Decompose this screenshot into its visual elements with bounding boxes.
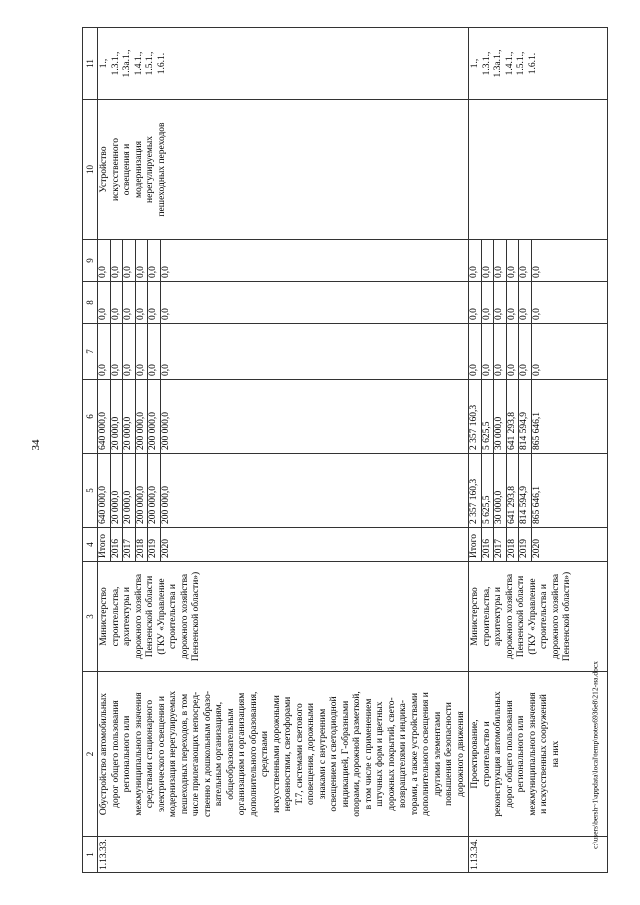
local-budget-cell-value: 0,0 [469, 282, 482, 323]
measure-description-line: реконструкция автомобильных [493, 691, 503, 817]
year-cell-value: 2020 [531, 539, 542, 558]
measure-description [469, 672, 608, 837]
indicator-numbers-cell-line: 1.5.1., [516, 51, 526, 76]
executor-cell-line: (ГКУ «Управление [527, 578, 538, 655]
executor-cell-line: Пензенской области [516, 575, 526, 658]
executor-cell-line: Пензенской области») [562, 571, 572, 662]
federal-budget-cell-value: 0,0 [469, 324, 482, 379]
measure-description-line: неровностями, светофорами [283, 696, 293, 812]
federal-budget-cell-value: 0,0 [123, 324, 136, 379]
indicator-numbers-cell-line: 1.3.1., [110, 51, 121, 76]
executor-cell-line: строительства и [539, 584, 549, 649]
total-funding-cell-value: 5 625,5 [482, 454, 495, 527]
extrabudget-cell-value: 0,0 [111, 240, 124, 281]
indicator-numbers-cell-line: 1.6.1. [156, 52, 167, 75]
measure-description-line: Т.7, системами светового [294, 703, 305, 805]
total-funding-cell-value: 20 000,0 [111, 454, 124, 527]
measure-description-line: дополнительного образования, [248, 691, 259, 817]
header-col-8: 8 [83, 282, 98, 324]
indicator-numbers-cell-line: 1.3а.1., [493, 49, 503, 78]
page-number: 34 [30, 439, 42, 451]
measure-description [98, 672, 469, 837]
extrabudget-cell-value: 0,0 [519, 240, 532, 281]
indicator-numbers-cell-line: 1.4.1., [133, 51, 144, 76]
measure-description-line: другими элементами [432, 711, 443, 797]
year-cell-value: 2018 [507, 528, 520, 561]
year-cell-value: 2019 [148, 528, 161, 561]
year-cell [469, 528, 608, 562]
expected-result-cell [469, 100, 608, 240]
measure-description-line: числе прилегающих непосред- [191, 691, 201, 817]
measure-description-line: оповещения, дорожными [306, 702, 316, 806]
regional-budget-cell-value: 641 293,8 [507, 380, 520, 453]
local-budget-cell-value: 0,0 [519, 282, 532, 323]
year-cell-value: 2016 [111, 528, 124, 561]
footer-file-path: c:\users\bersh~1\appdata\local\temp\notes6936e8\212-на.docx [590, 661, 600, 849]
federal-budget-cell-value: 0,0 [160, 364, 171, 376]
measure-description-line: регионального или [122, 715, 132, 793]
header-col-4: 4 [83, 528, 98, 562]
year-cell-value: 2016 [482, 528, 495, 561]
executor-cell-line: дорожного хозяйства [133, 573, 144, 660]
measure-description-line: в том числе с применением [363, 698, 374, 810]
total-funding-cell-value: 2 357 160,3 [469, 454, 482, 527]
measure-description-line: торами, а также устройствами [409, 692, 420, 816]
header-col-5: 5 [83, 454, 98, 528]
regional-budget-cell-value: 640 000,0 [98, 380, 111, 453]
measure-description-line: дорог общего пользования [110, 700, 121, 808]
indicator-numbers-cell-line: 1., [99, 58, 109, 69]
extrabudget-cell [469, 240, 608, 282]
measure-description-line: возвращателями и индика- [398, 700, 408, 809]
measure-description-line: дорожного движения [455, 711, 466, 797]
local-budget-cell-value: 0,0 [111, 282, 124, 323]
indicator-numbers-cell-line: 1.3а.1., [122, 49, 132, 78]
extrabudget-cell-value: 0,0 [136, 240, 149, 281]
total-funding-cell-value: 200 000,0 [148, 454, 161, 527]
executor-cell-line: строительства, [110, 586, 121, 647]
executor-cell-line: Пензенской области») [191, 571, 201, 662]
expected-result-cell-line: искусственного [110, 137, 121, 202]
regional-budget-cell-value: 30 000,0 [494, 380, 507, 453]
executor-cell-line: дорожного хозяйства [504, 573, 515, 660]
regional-budget-cell-value: 20 000,0 [111, 380, 124, 453]
total-funding-cell-value: 200 000,0 [136, 454, 149, 527]
extrabudget-cell-value: 0,0 [507, 240, 520, 281]
table-row [98, 28, 469, 873]
year-cell-value: 2018 [136, 528, 149, 561]
measure-description-line: электрического освещения и [156, 696, 167, 812]
year-cell-value: 2017 [494, 528, 507, 561]
local-budget-cell-value: 0,0 [123, 282, 136, 323]
measure-description-line: организациям и организациям [237, 692, 247, 816]
executor-cell-line: дорожного хозяйства [179, 573, 190, 660]
measure-description-line: пешеходных переходов, в том [179, 693, 190, 815]
extrabudget-cell [98, 240, 469, 282]
header-col-3: 3 [83, 562, 98, 672]
total-funding-cell-value: 865 646,1 [531, 486, 542, 524]
extrabudget-cell-value: 0,0 [469, 240, 482, 281]
header-col-11: 11 [83, 28, 98, 100]
measure-description-line: искусственными дорожными [271, 695, 282, 813]
indicator-numbers-cell-line: 1.4.1., [504, 51, 515, 76]
header-row [83, 28, 98, 873]
total-funding-cell-value: 641 293,8 [507, 454, 520, 527]
extrabudget-cell-value: 0,0 [160, 266, 171, 278]
local-budget-cell [98, 282, 469, 324]
executor-cell-line: архитектуры и [122, 586, 132, 647]
indicator-numbers-cell-line: 1.6.1. [527, 52, 538, 75]
extrabudget-cell-value: 0,0 [482, 240, 495, 281]
year-cell-value: Итого [98, 528, 111, 561]
total-funding-cell-value: 200 000,0 [160, 486, 171, 524]
header-col-1: 1 [83, 837, 98, 873]
extrabudget-cell-value: 0,0 [148, 240, 161, 281]
measure-description-line: вательным организациям, [214, 701, 224, 807]
measure-description-line: опорами, дорожной разметкой, [352, 691, 362, 817]
federal-budget-cell-value: 0,0 [531, 364, 542, 376]
measure-description-line: дорог общего пользования [504, 700, 515, 808]
executor-cell-line: дорожного хозяйства [550, 573, 561, 660]
local-budget-cell [469, 282, 608, 324]
expected-result-cell [98, 100, 469, 240]
federal-budget-cell [98, 324, 469, 380]
expected-result-cell-line: освещения и [122, 143, 132, 196]
header-col-2: 2 [83, 672, 98, 837]
local-budget-cell-value: 0,0 [482, 282, 495, 323]
executor-cell-line: Министерство [99, 587, 109, 646]
expected-result-cell-line: модернизация [133, 141, 144, 198]
measure-description-line: дорожных покрытий, свето- [386, 697, 397, 811]
extrabudget-cell-value: 0,0 [98, 240, 111, 281]
executor-cell-line: архитектуры и [493, 586, 503, 647]
local-budget-cell-value: 0,0 [136, 282, 149, 323]
measure-description-line: регионального или [516, 715, 526, 793]
federal-budget-cell-value: 0,0 [98, 324, 111, 379]
executor-cell-line: Пензенской области [145, 575, 155, 658]
executor-cell-line: Министерство [470, 587, 480, 646]
regional-budget-cell-value: 865 646,1 [531, 412, 542, 450]
local-budget-cell-value: 0,0 [148, 282, 161, 323]
measure-description-line: на них [550, 740, 561, 768]
extrabudget-cell-value: 0,0 [123, 240, 136, 281]
measure-description-line: штучных форм и цветных [375, 701, 385, 807]
measure-description-line: модернизация нерегулируемых [168, 690, 178, 818]
local-budget-cell-value: 0,0 [531, 308, 542, 320]
total-funding-cell-value: 814 594,9 [519, 454, 532, 527]
measure-code: 1.13.33. [98, 837, 469, 873]
regional-budget-cell-value: 5 625,5 [482, 380, 495, 453]
regional-budget-cell-value: 2 357 160,3 [469, 380, 482, 453]
federal-budget-cell-value: 0,0 [148, 324, 161, 379]
local-budget-cell-value: 0,0 [507, 282, 520, 323]
federal-budget-cell-value: 0,0 [111, 324, 124, 379]
header-col-6: 6 [83, 380, 98, 454]
regional-budget-cell [98, 380, 469, 454]
regional-budget-cell-value: 200 000,0 [136, 380, 149, 453]
federal-budget-cell-value: 0,0 [507, 324, 520, 379]
measure-description-line: повышения безопасности [444, 702, 454, 806]
total-funding-cell-value: 30 000,0 [494, 454, 507, 527]
executor-cell-line: строительства и [168, 584, 178, 649]
measure-description-line: дополнительного освещения и [421, 692, 431, 816]
regional-budget-cell-value: 814 594,9 [519, 380, 532, 453]
measure-description-line: знаками с внутренним [317, 708, 328, 800]
measure-description-line: индикацией, Г-образными [340, 700, 351, 808]
program-measures-table [82, 27, 608, 873]
year-cell-value: 2017 [123, 528, 136, 561]
executor-cell-line: (ГКУ «Управление [156, 578, 167, 655]
total-funding-cell-value: 20 000,0 [123, 454, 136, 527]
extrabudget-cell-value: 0,0 [531, 266, 542, 278]
table-frame [82, 28, 577, 873]
measure-description-line: Проектирование, [470, 719, 480, 789]
year-cell-value: Итого [469, 528, 482, 561]
extrabudget-cell-value: 0,0 [494, 240, 507, 281]
indicator-numbers-cell [98, 28, 469, 100]
year-cell-value: 2020 [160, 539, 171, 558]
measure-description-line: межмуниципального значения [527, 692, 538, 816]
measure-description-line: средствами [260, 731, 270, 777]
measure-description-line: ственно к дошкольным образо- [202, 690, 213, 818]
federal-budget-cell-value: 0,0 [519, 324, 532, 379]
indicator-numbers-cell [469, 28, 608, 100]
header-col-9: 9 [83, 240, 98, 282]
federal-budget-cell-value: 0,0 [136, 324, 149, 379]
local-budget-cell-value: 0,0 [160, 308, 171, 320]
federal-budget-cell-value: 0,0 [482, 324, 495, 379]
executor-cell [469, 562, 608, 672]
local-budget-cell-value: 0,0 [494, 282, 507, 323]
measure-description-line: средствами стационарного [145, 699, 155, 809]
measure-description-line: и искусственных сооружений [539, 694, 549, 814]
measure-description-line: строительство и [481, 721, 492, 787]
executor-cell [98, 562, 469, 672]
table-row [469, 28, 608, 873]
year-cell [98, 528, 469, 562]
regional-budget-cell-value: 20 000,0 [123, 380, 136, 453]
expected-result-cell-line: пешеходных переходов [156, 122, 167, 217]
regional-budget-cell [469, 380, 608, 454]
executor-cell-line: строительства, [481, 586, 492, 647]
measure-description-line: Обустройство автомобильных [99, 692, 109, 816]
measure-description-line: межмуниципального значения [133, 692, 144, 816]
local-budget-cell-value: 0,0 [98, 282, 111, 323]
expected-result-cell-line: Устройство [99, 146, 109, 193]
measure-description-line: освещением и светодиодной [329, 696, 339, 812]
header-col-10: 10 [83, 100, 98, 240]
measure-description-line: общеобразовательным [225, 708, 236, 800]
expected-result-cell-line: нерегулируемых [145, 136, 155, 203]
total-funding-cell-value: 640 000,0 [98, 454, 111, 527]
indicator-numbers-cell-line: 1.3.1., [481, 51, 492, 76]
header-col-7: 7 [83, 324, 98, 380]
indicator-numbers-cell-line: 1., [470, 58, 480, 69]
regional-budget-cell-value: 200 000,0 [160, 412, 171, 450]
year-cell-value: 2019 [519, 528, 532, 561]
federal-budget-cell [469, 324, 608, 380]
measure-code: 1.13.34. [469, 837, 608, 873]
total-funding-cell [98, 454, 469, 528]
federal-budget-cell-value: 0,0 [494, 324, 507, 379]
total-funding-cell [469, 454, 608, 528]
regional-budget-cell-value: 200 000,0 [148, 380, 161, 453]
indicator-numbers-cell-line: 1.5.1., [145, 51, 155, 76]
